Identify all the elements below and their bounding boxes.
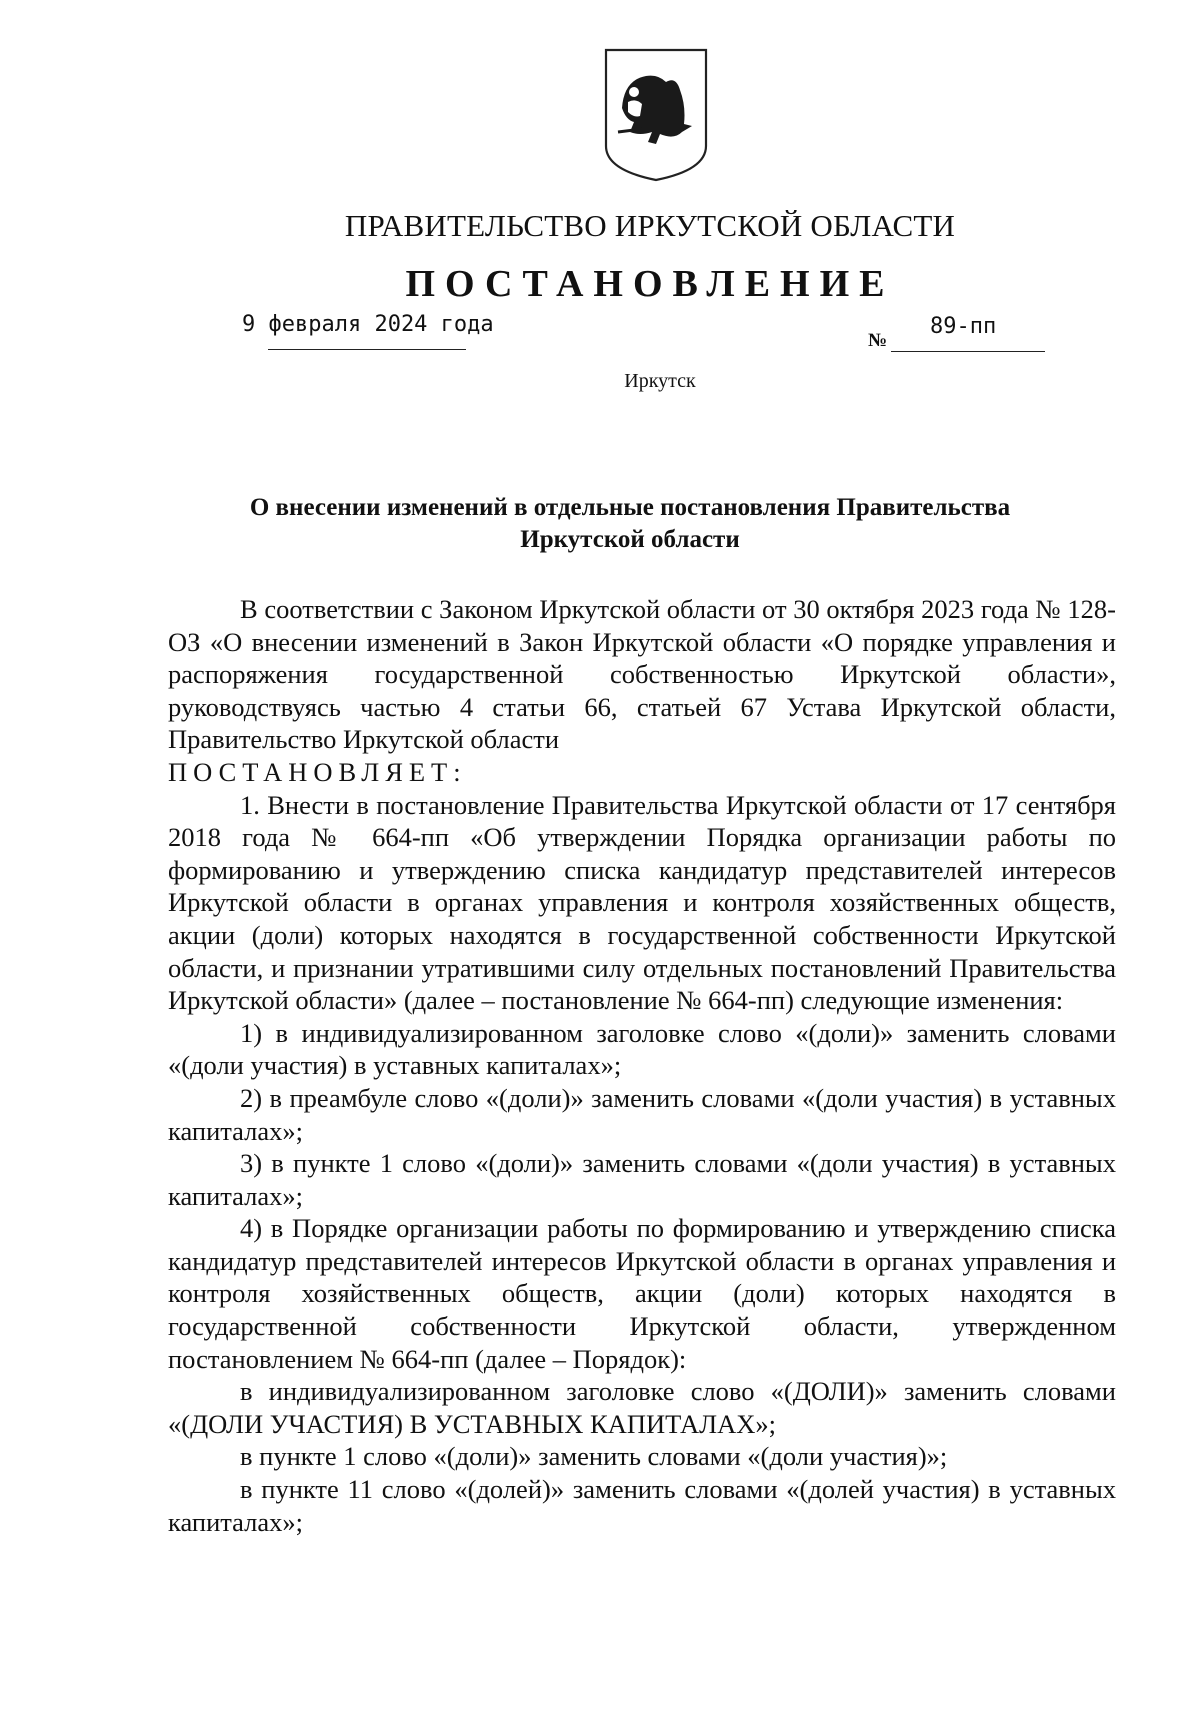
document-type-heading: ПОСТАНОВЛЕНИЕ xyxy=(405,263,895,305)
number-underline xyxy=(891,351,1045,352)
clause-1-item-4-b: в пункте 1 слово «(доли)» заменить словами «(доли участия)»; xyxy=(240,1441,948,1472)
document-number: 89-пп xyxy=(930,314,997,339)
government-name: ПРАВИТЕЛЬСТВО ИРКУТСКОЙ ОБЛАСТИ xyxy=(344,208,956,243)
document-body xyxy=(168,593,1116,1538)
irkutsk-coat-of-arms-icon xyxy=(600,46,712,184)
clause-1: 1. Внести в постановление Правительства Иркутской области от 17 сентября 2018 года № 664-пп «Об утверждении Порядка организации работы по формированию и утверждению списка кандидатур представителей интересов Иркутской области в органах управления и контроля хозяйственных обществ, акции (доли) которых находятся в государственной собственности Иркутской области, и признании утратившими силу отдельных постановлений Правительства Иркутской области» (далее – постановление № 664-пп) следующие изменения: xyxy=(168,789,1116,1016)
resolves-heading: ПОСТАНОВЛЯЕТ: xyxy=(168,756,467,787)
clause-1-item-1: 1) в индивидуализированном заголовке слово «(доли)» заменить словами «(доли участия) в уставных капиталах»; xyxy=(168,1017,1116,1081)
date-underline xyxy=(268,349,466,350)
number-sign: № xyxy=(868,330,888,351)
clause-1-item-3: 3) в пункте 1 слово «(доли)» заменить словами «(доли участия) в уставных капиталах»; xyxy=(168,1148,1116,1211)
clause-1-item-2: 2) в преамбуле слово «(доли)» заменить словами «(доли участия) в уставных капиталах»; xyxy=(168,1082,1116,1146)
title-line-1: О внесении изменений в отдельные постановления Правительства xyxy=(249,494,1011,521)
city-name: Иркутск xyxy=(624,370,696,392)
clause-1-item-4: 4) в Порядке организации работы по формированию и утверждению списка кандидатур представителей интересов Иркутской области в органах управления и контроля хозяйственных обществ, акции (доли) которых находятся в государственной собственности Иркутской области, утвержденном постановлением № 664-пп (далее – Порядок): xyxy=(168,1213,1116,1374)
title-line-2: Иркутской области xyxy=(520,526,740,553)
clause-1-item-4-c: в пункте 11 слово «(долей)» заменить словами «(долей участия) в уставных капиталах»; xyxy=(168,1474,1116,1537)
preamble-paragraph: В соответствии с Законом Иркутской области от 30 октября 2023 года № 128-ОЗ «О внесении изменений в Закон Иркутской области «О порядке управления и распоряжения государственной собственностью Иркутской области», руководствуясь частью 4 статьи 66, статьей 67 Устава Иркутской области, Правительство Иркутской области xyxy=(168,594,1116,755)
document-title xyxy=(200,492,1060,556)
clause-1-item-4-a: в индивидуализированном заголовке слово «(ДОЛИ)» заменить словами «(ДОЛИ УЧАСТИЯ) В УСТАВНЫХ КАПИТАЛАХ»; xyxy=(168,1376,1116,1439)
document-date: 9 февраля 2024 года xyxy=(242,312,494,337)
